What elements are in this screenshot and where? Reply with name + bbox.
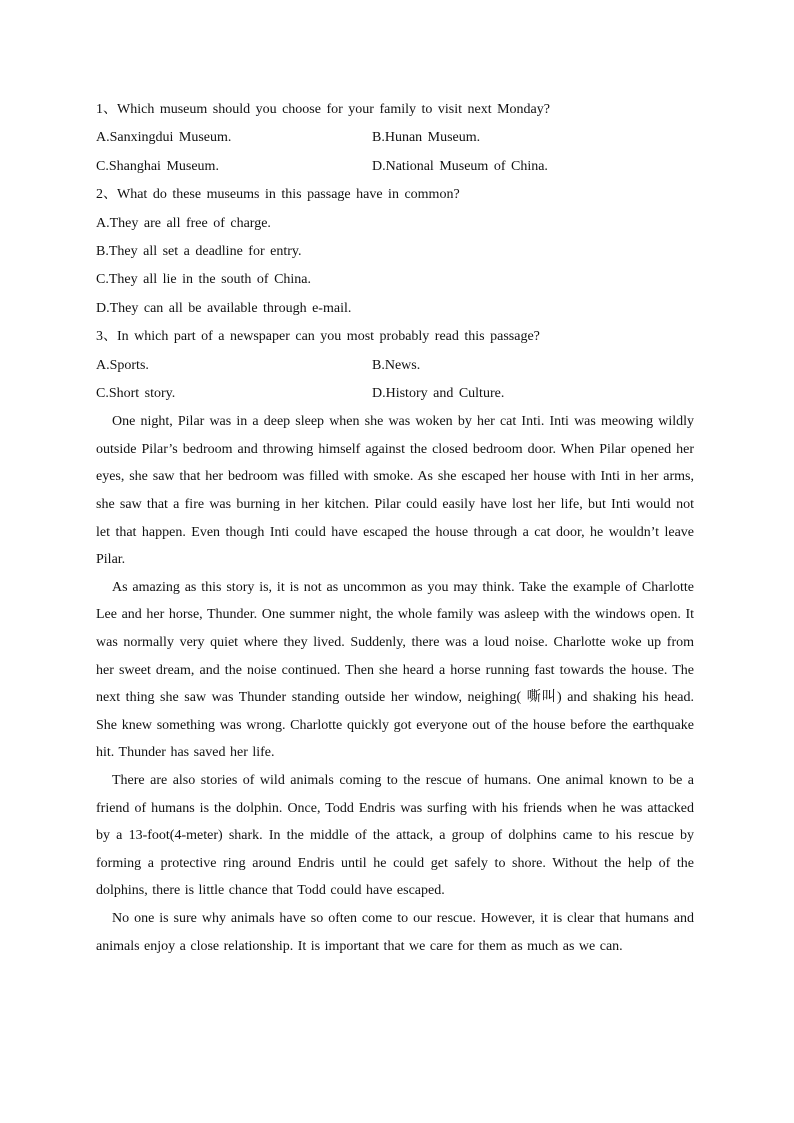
passage-paragraph-3: There are also stories of wild animals coming to the rescue of humans. One animal known to be a friend of humans is the dolphin. Once, Todd Endris was surfing with his friends when he was attacked by a 13-foot(4-meter) shark. In the middle of the attack, a group of dolphins came to his rescue by forming a protective ring around Endris until he could get safely to shore. Without the help of the dolphins, there is little chance that Todd could have escaped. xyxy=(96,773,694,899)
option-d: D.History and Culture. xyxy=(372,385,505,401)
option-c: C.Short story. xyxy=(96,385,176,401)
option-b: B.They all set a deadline for entry. xyxy=(96,243,302,259)
option-a: A.Sanxingdui Museum. xyxy=(96,130,232,146)
option-b: B.News. xyxy=(372,357,421,373)
option-d: D.They can all be available through e-mail. xyxy=(96,300,352,316)
option-a: A.They are all free of charge. xyxy=(96,215,271,231)
question-3-options-row-1 xyxy=(96,352,694,380)
option-d: D.National Museum of China. xyxy=(372,158,548,174)
option-b: B.Hunan Museum. xyxy=(372,130,481,146)
passage-paragraph-2: As amazing as this story is, it is not as uncommon as you may think. Take the example of Charlotte Lee and her horse, Thunder. One summer night, the whole family was asleep with the windows open. It was normally very quiet where they lived. Suddenly, there was a loud noise. Charlotte woke up from her sweet dream, and the noise continued. Then she heard a horse running fast towards the house. The next thing she saw was Thunder standing outside her window, neighing( 嘶叫) and shaking his head. She knew something was wrong. Charlotte quickly got everyone out of the house before the earthquake hit. Thunder has saved her life. xyxy=(96,579,694,761)
option-c: C.They all lie in the south of China. xyxy=(96,272,312,288)
question-1-options-row-2 xyxy=(96,153,694,181)
passage-paragraph-1: One night, Pilar was in a deep sleep when she was woken by her cat Inti. Inti was meowing wildly outside Pilar’s bedroom and throwing himself against the closed bedroom door. When Pilar opened her eyes, she saw that her bedroom was filled with smoke. As she escaped her house with Inti in her arms, she saw that a fire was burning in her kitchen. Pilar could easily have lost her life, but Inti would not let that happen. Even though Inti could have escaped the house through a cat door, he wouldn’t leave Pilar. xyxy=(96,414,694,568)
document-page xyxy=(96,96,694,960)
passage-paragraph-4: No one is sure why animals have so often come to our rescue. However, it is clear that humans and animals enjoy a close relationship. It is important that we care for them as much as we can. xyxy=(96,910,694,954)
question-2-stem: 2、What do these museums in this passage have in common? xyxy=(96,187,460,203)
question-1-options-row-1 xyxy=(96,124,694,152)
question-1-stem: 1、Which museum should you choose for your family to visit next Monday? xyxy=(96,102,550,117)
option-a: A.Sports. xyxy=(96,357,149,373)
option-c: C.Shanghai Museum. xyxy=(96,158,219,174)
question-3-stem: 3、In which part of a newspaper can you most probably read this passage? xyxy=(96,329,540,345)
question-3-options-row-2 xyxy=(96,380,694,408)
